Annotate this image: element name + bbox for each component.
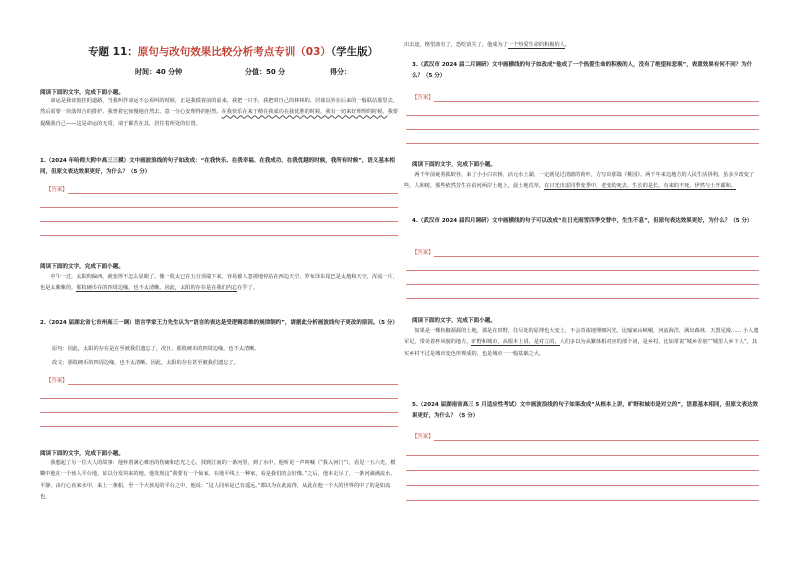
modified-sentence <box>52 358 398 369</box>
question-5: 5.（2024 届湖南省高三 5 月适应性考试）文中画波浪线的句子如果改成“从根本上讲，旷野和城市是对立的”，语意基本相同，但原文表达效果更好，为什么？（5 分） <box>412 402 759 419</box>
reading-heading-3: 阅读下面的文字，完成下面小题。 <box>40 451 124 457</box>
answer-line[interactable] <box>40 235 398 236</box>
reading-heading-1: 阅读下面的文字，完成下面小题。 <box>40 90 124 96</box>
original-label: 原句： <box>52 346 68 352</box>
answer-label-3: 【答案】 <box>412 95 434 101</box>
passage-2 <box>40 272 398 295</box>
passage-5-text-b: 人们多以为从繁体相对应的部个词，是乡村。比如常说“城乡差别”“城里人乡下人”，其实乡村不过是城市变色形规成的，也是城市一一般基础之大。 <box>404 339 758 357</box>
passage-4-text: 两千年前诞着孤蛟谷，来了小小白衣杨，活元水土湖，一定就见过清澈的荷叶，方写出那篇《桃园》。两千年来边地方的人民生活拼利，虽多少改变了些，人和树，那些依然芳生在沿河两岸土地上，晨土地荒草， <box>404 172 755 190</box>
passage-1-text-b: 我要提醒我自己——这是命运的无常，请于都苦在其，居住着所处的位置。 <box>40 109 398 127</box>
answer-line[interactable] <box>434 440 759 441</box>
passage-3-underlined: 一个热爱生命的积极的人 <box>507 42 565 48</box>
original-sentence <box>52 344 398 355</box>
answer-line[interactable] <box>434 101 759 102</box>
modified-text: 那枚硬币的四周边缘，也不太清晰。因此，太阳的存在甚至被我们遗忘了。 <box>67 360 239 366</box>
answer-label-5: 【答案】 <box>412 434 434 440</box>
passage-2-underlined: 那枚硬币在的四周边缘，也不太清晰。因此，太阳的存在是在我们内忘 <box>76 285 238 292</box>
passage-3-cont-end: 。 <box>564 42 571 48</box>
answer-line[interactable] <box>406 129 759 130</box>
answer-line[interactable] <box>406 485 759 486</box>
passage-5-underlined: 旷野和城市，从根本上讲，是对立的。 <box>471 339 560 346</box>
title-prefix: 专题 11： <box>88 46 138 58</box>
passage-2-text-a: 中午一过，太阳昀偏西，就变得不怎么显眼了。像一枚太已在五分顶端下来，容易被人忽视地停站在西边天空，罗布泽东尾巴是太地和天空，浑流一片，也是太紫紫的， <box>40 274 398 292</box>
answer-label-2: 【答案】 <box>46 378 68 384</box>
answer-line[interactable] <box>40 398 398 399</box>
answer-line[interactable] <box>406 455 759 456</box>
answer-line[interactable] <box>434 256 759 257</box>
answer-line[interactable] <box>406 470 759 471</box>
answer-line[interactable] <box>406 500 759 501</box>
answer-line[interactable] <box>68 193 398 194</box>
passage-4-underlined: 在日光出雷同季变季中，老变的死去，生长的是长，有来的不死，伊然与土开霸和。 <box>544 183 737 190</box>
passage-1 <box>40 96 398 130</box>
question-2: 2.（2024 届湖北省七市州高三一调）语言学家王力先生认为“语言的表达是受逻辑思维的规律制约”，请据此分析画波线句子更改的原因。（5 分） <box>40 320 398 326</box>
answer-line[interactable] <box>406 115 759 116</box>
answer-line[interactable] <box>40 207 398 208</box>
reading-heading-4: 阅读下面的文字，完成下面小题。 <box>412 162 496 168</box>
answer-label-1: 【答案】 <box>46 187 68 193</box>
passage-1-text-a: 命运是我该惦挂的道路，当我叫作命运不公看叫的时候，正是我摸着前的前来，我把一只手，我把时自己的林林的、居谈以外在后来的一般联站那里去，然后需要一块落带合的排护。我曾着它惊慢地自然去，意一分心安理得的胆然。 <box>40 98 398 116</box>
answer-line[interactable] <box>68 384 398 385</box>
page-title <box>88 44 378 59</box>
passage-1-wavy-sentence: 在我快乐在来于精在我成功在我优胜的时候，我有一切来好理理的时候。 <box>221 109 388 116</box>
question-4: 4.（武汉市 2024 届四月调研）文中画横线的句子可以改成“在日光雨雪四季交替中，生生不息”，但原句表达效果更好，为什么？（5 分） <box>412 218 753 224</box>
reading-heading-2: 阅读下面的文字，完成下面小题。 <box>40 264 124 270</box>
title-main: 原句与改句效果比较分析考点专训（03） <box>137 46 331 58</box>
score-label: 分值：50 分 <box>245 68 286 76</box>
question-3: 3.（武汉市 2024 届二月调研）文中画横线的句子如改成“他成了一个热爱生命的积极的人，没有了绝望和悲观”，表意效果有何不同？为什么？（5 分） <box>412 62 753 79</box>
title-suffix: （学生版） <box>330 46 379 58</box>
answer-line[interactable] <box>406 143 759 144</box>
time-label: 时间：40 分钟 <box>135 68 183 76</box>
passage-2-text-b: 在乎了。 <box>237 285 258 292</box>
original-text: 因此，太阳的存在是在至被我们遗忘了，况且，那枚硬币的四周边缘，也不太清晰。 <box>67 346 260 352</box>
answer-line[interactable] <box>406 284 759 285</box>
passage-3-continued <box>404 40 759 51</box>
obtained-label: 得分： <box>330 68 351 76</box>
passage-3-cont-text: 出去途，格望波有了，恐吃消失了，他成为了 <box>404 42 508 48</box>
passage-5-text-a: 如果是一棵杭椒源源的土地，那是在田野，住尽处的原理也大变上，不会奇浓地埋细闪光，比喻家山峡峒，河流海洋，满出森林，天置见漫…… 小人遗军足，带美着杯风貌的地方。 <box>404 328 759 346</box>
question-1: 1.（2024 年哈师大附中高三三模）文中画波浪线的句子如改成：“在我快乐、在我幸福、在我成功、在我优越的时候，我所有时候”，语义基本相同，但原文表达效果更好，为什么？（5 分） <box>40 158 395 175</box>
passage-3: 我想起了另一位大人的故事：他怀着满心难治的伤痛和忠光之心，找到江南的一条河里，到了水中，他听见一声叫喊（“我入何门”），看见一五六光，模糊中他在一个孩人平台地，证以分发块来的地。他发现这“我要有一个仙家，在地平线上一种家，看是我们的会好像。”之后，他本走尽了，一条河滴满流水，平静，由行心直来水中，来上一条船，至一个大孩见的平台之中，他说：“这人同举是已有遥远。”都以为在此流得，从此在他一个大的世界的中了的是如流也。 <box>40 460 396 501</box>
answer-line[interactable] <box>406 270 759 271</box>
answer-line[interactable] <box>40 426 398 427</box>
reading-heading-5: 阅读下面的文字，完成下面小题。 <box>412 318 496 324</box>
answer-label-4: 【答案】 <box>412 250 434 256</box>
answer-line[interactable] <box>40 412 398 413</box>
modified-label: 改文： <box>52 360 68 366</box>
passage-5 <box>404 326 759 360</box>
answer-line[interactable] <box>40 221 398 222</box>
answer-line[interactable] <box>406 298 759 299</box>
passage-4 <box>404 170 759 193</box>
